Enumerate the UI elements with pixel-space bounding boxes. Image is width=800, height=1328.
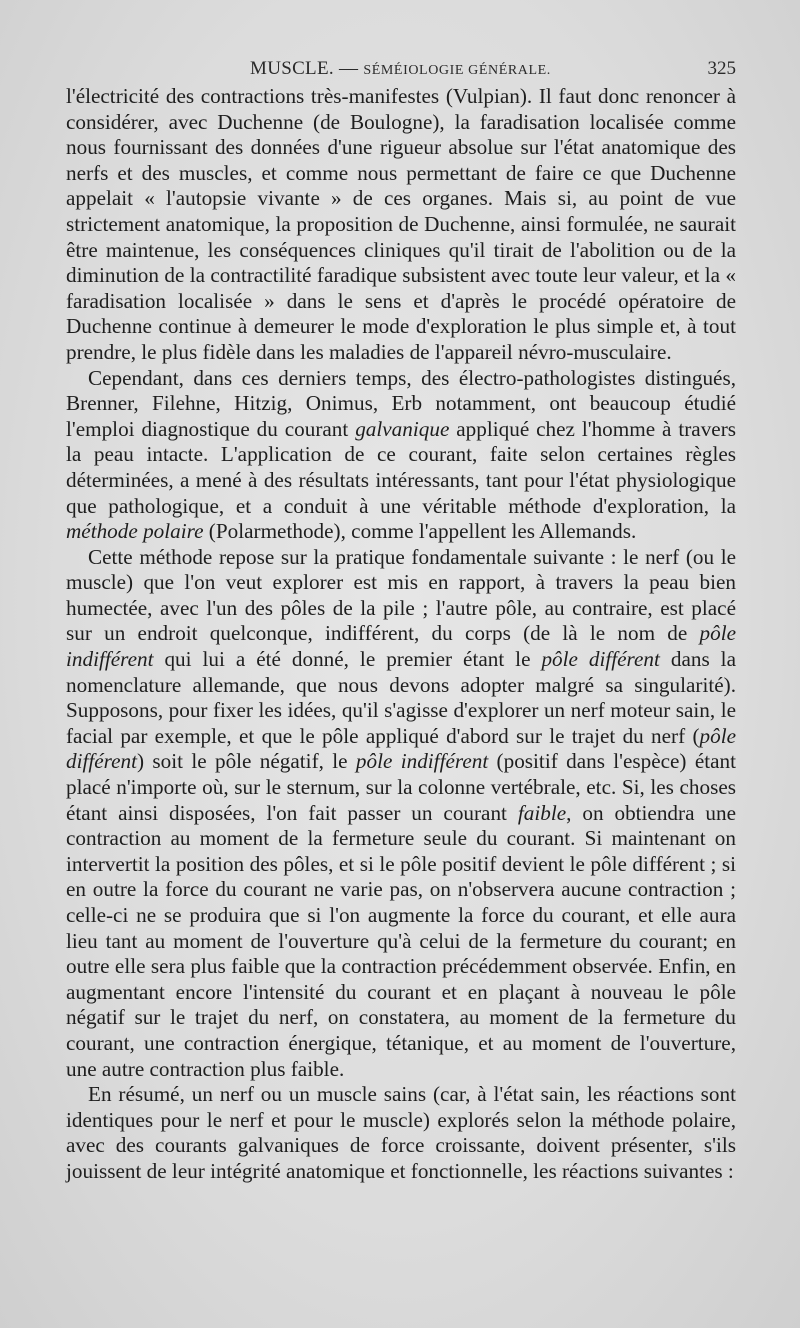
paragraph-p1 — [66, 84, 736, 366]
italic-term: pôle différent — [66, 723, 736, 774]
italic-term: méthode polaire — [66, 519, 204, 544]
italic-term: pôle indifférent — [355, 749, 489, 774]
italic-term: faible — [517, 800, 567, 825]
text-run: (Polarmethode), comme l'appellent les Allemands. — [203, 519, 637, 544]
paragraph-p2 — [66, 366, 736, 545]
text-run: l'électricité des contractions très-manifestes (Vulpian). Il faut donc renoncer à considérer, avec Duchenne (de Boulogne), la faradisation localisée comme nous fournissant des données d'une rigueur absolue sur l'état anatomique des nerfs et des muscles, et comme nous permettant de faire ce que Duchenne appelait « l'autopsie vivante » de ces organes. Mais si, au point de vue strictement anatomique, la proposition de Duchenne, ainsi formulée, ne saurait être maintenue, les conséquences cliniques qu'il tirait de l'abolition ou de la diminution de la contractilité faradique subsistent avec toute leur valeur, et la « faradisation localisée » dans le sens et d'après le procédé opératoire de Duchenne continue à demeurer le mode d'exploration le plus simple et, à tout prendre, le plus fidèle dans les maladies de l'appareil névro-musculaire. — [66, 84, 736, 364]
text-run: (positif dans l'espèce) étant placé n'importe où, sur le sternum, sur la colonne vertébrale, etc. Si, les choses étant ainsi disposées, l'on fait passer un courant — [66, 749, 737, 825]
header-title — [250, 58, 551, 80]
text-run: qui lui a été donné, le premier étant le — [153, 647, 542, 672]
page-number: 325 — [707, 58, 736, 79]
paragraph-p4 — [66, 1082, 736, 1184]
text-run: En résumé, un nerf ou un muscle sains (car, à l'état sain, les réactions sont identiques pour le nerf et pour le muscle) explorés selon la méthode polaire, avec des courants galvaniques de force croissante, doivent présenter, s'ils jouissent de leur intégrité anatomique et fonctionnelle, les réactions suivantes : — [66, 1082, 736, 1183]
text-run: Cependant, dans ces derniers temps, des électro-pathologistes distingués, Brenner, Filehne, Hitzig, Onimus, Erb notamment, ont beaucoup étudié l'emploi diagnostique du courant — [66, 365, 736, 441]
text-run: ) soit le pôle négatif, le — [137, 749, 356, 774]
text-run: Cette méthode repose sur la pratique fondamentale suivante : le nerf (ou le muscle) que l'on veut explorer est mis en rapport, à travers la peau bien humectée, avec l'un des pôles de la pile ; l'autre pôle, au contraire, est placé sur un endroit quelconque, indifférent, du corps (de là le nom de — [66, 544, 736, 646]
running-header — [66, 54, 736, 82]
text-run: appliqué chez l'homme à travers la peau intacte. L'application de ce courant, faite selon certaines règles déterminées, a mené à des résultats intéressants, tant pour l'état physiologique que pathologique, et a conduit à une véritable méthode d'exploration, la — [66, 416, 736, 518]
text-run: , on obtiendra une contraction au moment de la fermeture seule du courant. Si maintenant on intervertit la position des pôles, et si le pôle positif devient le pôle différent ; si en outre la force du courant ne varie pas, on n'observera aucune contraction ; celle-ci ne se produira que si l'on augmente la force du courant, et elle aura lieu tant au moment de l'ouverture qu'à celui de la fermeture du courant; en outre elle sera plus faible que la contraction précédemment observée. Enfin, en augmentant encore l'intensité du courant et en plaçant à nouveau le pôle négatif sur le trajet du nerf, on constatera, au moment de la fermeture du courant, une contraction énergique, tétanique, et au moment de l'ouverture, une autre contraction plus faible. — [66, 800, 736, 1081]
paragraph-p3 — [66, 545, 736, 1082]
body-text — [66, 84, 736, 1185]
italic-term: pôle différent — [541, 647, 660, 672]
text-run: dans la nomenclature allemande, que nous devons adopter malgré sa singularité). Supposons, pour fixer les idées, qu'il s'agisse d'explorer un nerf moteur sain, le facial par exemple, et que le pôle appliqué d'abord sur le trajet du nerf ( — [66, 647, 736, 748]
header-title-sub: SÉMÉIOLOGIE GÉNÉRALE. — [363, 63, 551, 78]
italic-term: pôle indifférent — [66, 621, 736, 672]
italic-term: galvanique — [355, 416, 450, 441]
header-title-main: MUSCLE. — — [250, 58, 364, 79]
